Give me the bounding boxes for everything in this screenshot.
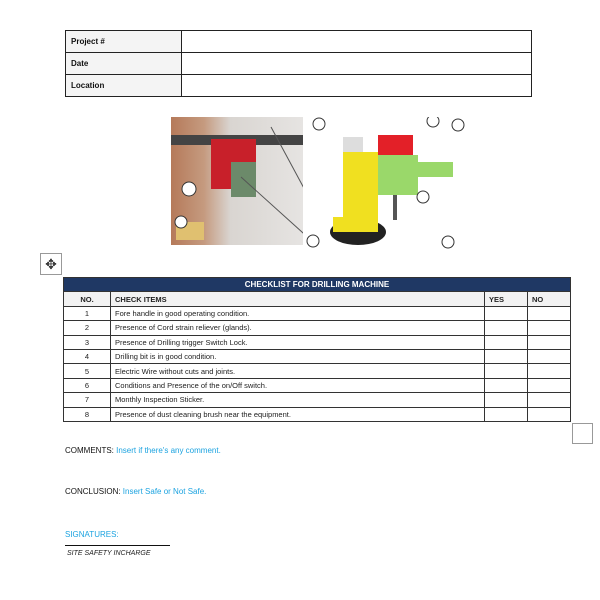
site-safety-incharge-label: SITE SAFETY INCHARGE bbox=[67, 550, 151, 557]
date-field[interactable] bbox=[182, 53, 532, 75]
no-cell[interactable] bbox=[528, 364, 571, 378]
yes-cell[interactable] bbox=[485, 349, 528, 363]
row-number: 8 bbox=[64, 407, 111, 421]
drilling-machine-photo bbox=[171, 117, 303, 245]
check-item: Drilling bit is in good condition. bbox=[111, 349, 485, 363]
checklist-row bbox=[64, 306, 571, 320]
header-no-answer: NO bbox=[528, 292, 571, 306]
checklist-row bbox=[64, 349, 571, 363]
no-cell[interactable] bbox=[528, 321, 571, 335]
check-item: Conditions and Presence of the on/Off switch. bbox=[111, 378, 485, 392]
check-item: Fore handle in good operating condition. bbox=[111, 306, 485, 320]
row-number: 2 bbox=[64, 321, 111, 335]
conclusion-line bbox=[65, 487, 206, 496]
drilling-machine-diagram bbox=[303, 117, 473, 252]
conclusion-label: CONCLUSION: bbox=[65, 487, 121, 496]
checklist-row bbox=[64, 378, 571, 392]
header-yes: YES bbox=[485, 292, 528, 306]
project-label: Project # bbox=[66, 31, 182, 53]
no-cell[interactable] bbox=[528, 393, 571, 407]
comments-line bbox=[65, 446, 221, 455]
yes-cell[interactable] bbox=[485, 321, 528, 335]
location-field[interactable] bbox=[182, 75, 532, 97]
row-number: 7 bbox=[64, 393, 111, 407]
check-item: Presence of Drilling trigger Switch Lock. bbox=[111, 335, 485, 349]
row-number: 4 bbox=[64, 349, 111, 363]
table-resize-handle[interactable] bbox=[572, 423, 593, 444]
signatures-label: SIGNATURES: bbox=[65, 530, 119, 539]
row-number: 3 bbox=[64, 335, 111, 349]
no-cell[interactable] bbox=[528, 378, 571, 392]
row-number: 6 bbox=[64, 378, 111, 392]
yes-cell[interactable] bbox=[485, 378, 528, 392]
row-number: 1 bbox=[64, 306, 111, 320]
yes-cell[interactable] bbox=[485, 364, 528, 378]
date-label: Date bbox=[66, 53, 182, 75]
no-cell[interactable] bbox=[528, 335, 571, 349]
project-field[interactable] bbox=[182, 31, 532, 53]
no-cell[interactable] bbox=[528, 349, 571, 363]
header-no: NO. bbox=[64, 292, 111, 306]
conclusion-field[interactable]: Insert Safe or Not Safe. bbox=[122, 487, 207, 496]
yes-cell[interactable] bbox=[485, 393, 528, 407]
check-item: Electric Wire without cuts and joints. bbox=[111, 364, 485, 378]
yes-cell[interactable] bbox=[485, 407, 528, 421]
location-label: Location bbox=[66, 75, 182, 97]
check-item: Monthly Inspection Sticker. bbox=[111, 393, 485, 407]
check-item: Presence of Cord strain reliever (glands). bbox=[111, 321, 485, 335]
table-move-handle-icon[interactable]: ✥ bbox=[40, 253, 62, 275]
no-cell[interactable] bbox=[528, 306, 571, 320]
checklist-row bbox=[64, 335, 571, 349]
header-check-items: CHECK ITEMS bbox=[111, 292, 485, 306]
yes-cell[interactable] bbox=[485, 306, 528, 320]
checklist-row bbox=[64, 321, 571, 335]
comments-field[interactable]: Insert if there's any comment. bbox=[116, 446, 221, 455]
check-item: Presence of dust cleaning brush near the equipment. bbox=[111, 407, 485, 421]
yes-cell[interactable] bbox=[485, 335, 528, 349]
signature-line bbox=[65, 545, 170, 546]
row-number: 5 bbox=[64, 364, 111, 378]
comments-label: COMMENTS: bbox=[65, 446, 114, 455]
checklist-title: CHECKLIST FOR DRILLING MACHINE bbox=[64, 278, 571, 292]
checklist-table bbox=[63, 277, 571, 422]
project-info-table bbox=[65, 30, 532, 97]
checklist-row bbox=[64, 407, 571, 421]
no-cell[interactable] bbox=[528, 407, 571, 421]
checklist-row bbox=[64, 364, 571, 378]
checklist-row bbox=[64, 393, 571, 407]
